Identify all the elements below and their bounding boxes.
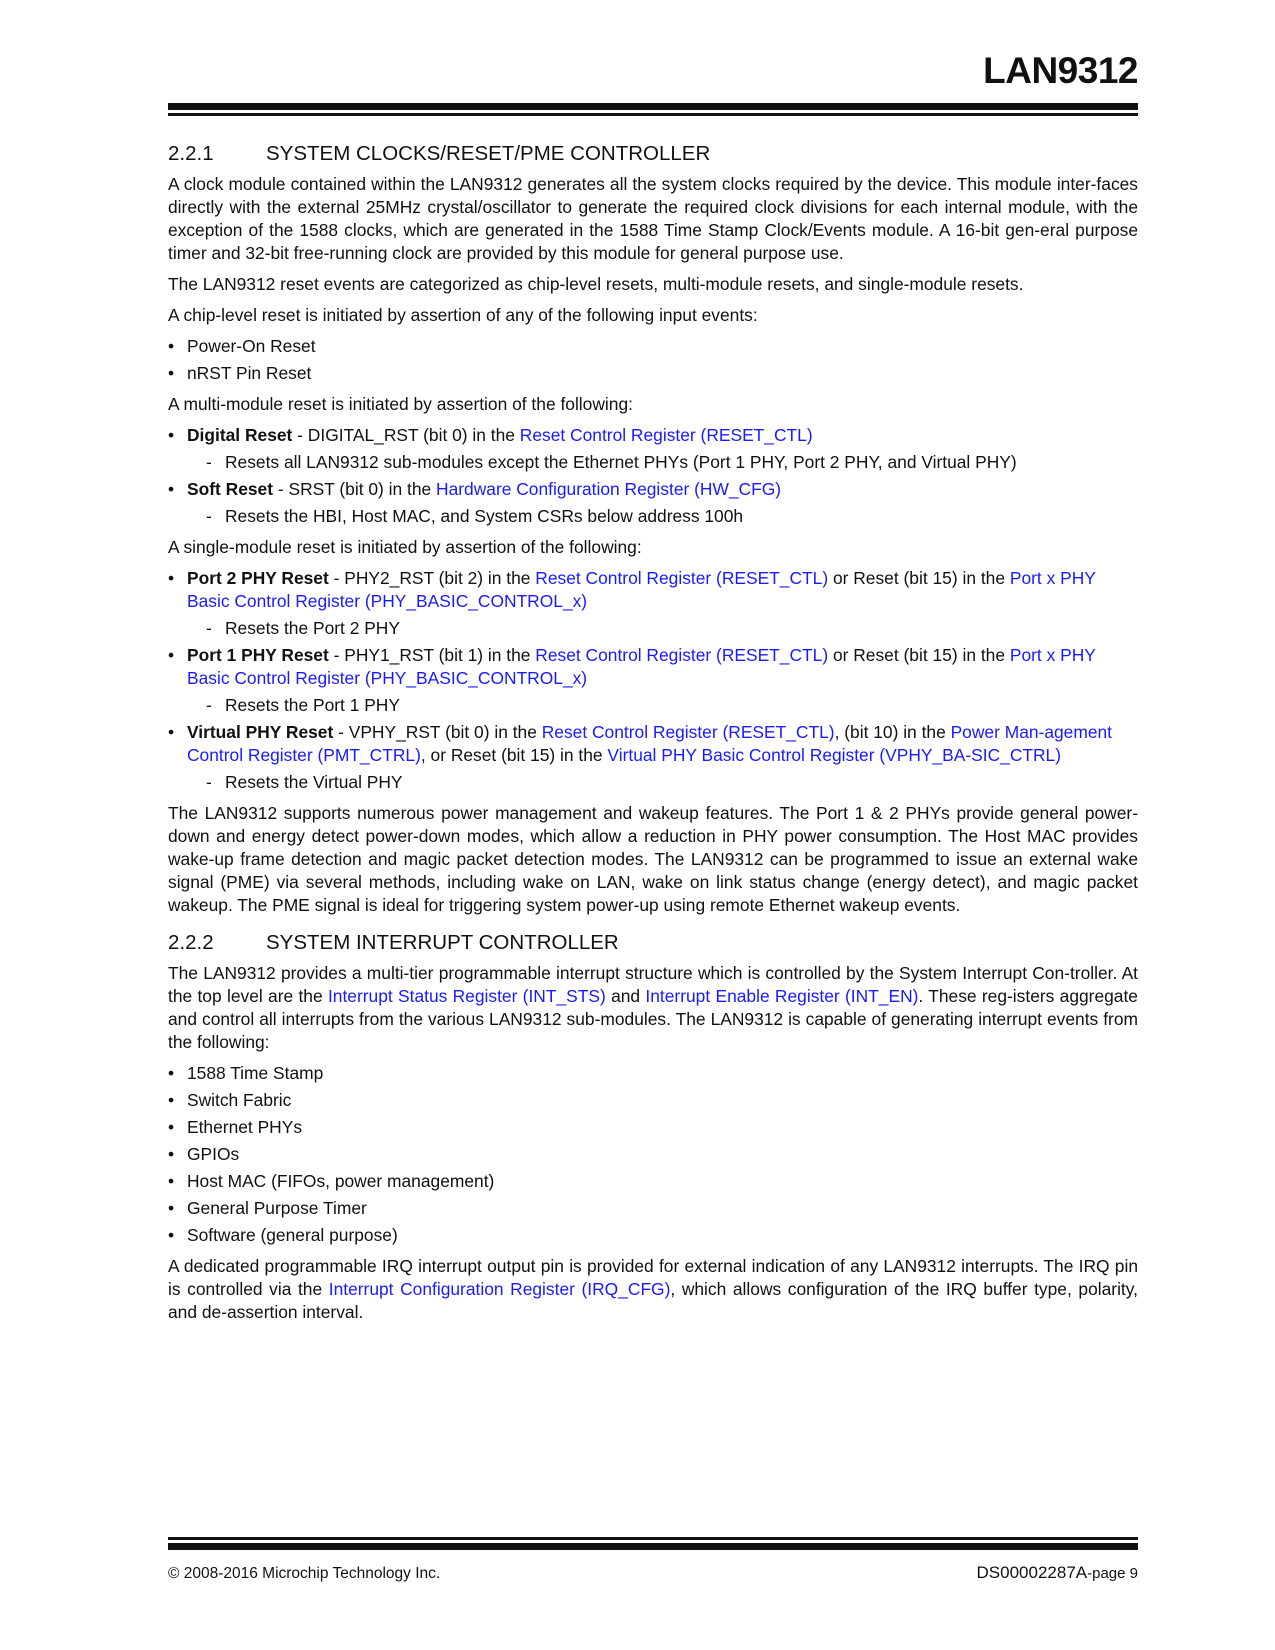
link-reset-ctl[interactable]: Reset Control Register (RESET_CTL) (541, 722, 835, 742)
page-content (168, 140, 1138, 1332)
link-phy-basic-control[interactable]: Port x PHY Basic Control Register (PHY_BASIC_CONTROL_x) (187, 645, 1096, 688)
list-item-soft-reset: • Soft Reset - SRST (bit 0) in the Hardware Configuration Register (HW_CFG) - Resets the HBI, Host MAC, and System CSRs below address 100h (168, 478, 1138, 528)
bullet-icon: • (168, 363, 175, 383)
paragraph: A dedicated programmable IRQ interrupt output pin is provided for external indication of any LAN9312 interrupts. The IRQ pin is controlled via the Interrupt Configuration Register (IRQ_CFG), which allows configuration of the IRQ buffer type, polarity, and de-assertion interval. (168, 1256, 1138, 1322)
single-module-reset-list (168, 567, 1138, 794)
list-item-digital-reset: • Digital Reset - DIGITAL_RST (bit 0) in the Reset Control Register (RESET_CTL) - Resets all LAN9312 sub-modules except the Ethernet PHYs (Port 1 PHY, Port 2 PHY, and Virtual PHY) (168, 424, 1138, 474)
section-heading-2-2-2 (168, 931, 1138, 954)
dash-icon: - (206, 452, 212, 472)
bullet-icon: • (168, 479, 175, 499)
bullet-icon: • (168, 1117, 175, 1137)
dash-icon: - (206, 506, 212, 526)
sub-item: - Resets the Port 2 PHY (206, 618, 400, 638)
bullet-icon: • (168, 336, 175, 356)
dash-icon: - (206, 618, 212, 638)
copyright: © 2008-2016 Microchip Technology Inc. (168, 1565, 441, 1582)
link-reset-ctl[interactable]: Reset Control Register (RESET_CTL) (535, 568, 829, 588)
header-rule-thin (168, 113, 1138, 116)
list-item: • General Purpose Timer (168, 1198, 367, 1218)
sub-item: - Resets all LAN9312 sub-modules except the Ethernet PHYs (Port 1 PHY, Port 2 PHY, and Virtual PHY) (206, 452, 1017, 472)
link-int-en[interactable]: Interrupt Enable Register (INT_EN) (645, 986, 919, 1006)
paragraph: A chip-level reset is initiated by assertion of any of the following input events: (168, 305, 758, 325)
sub-item: - Resets the Virtual PHY (206, 772, 403, 792)
interrupt-source-list (168, 1062, 1138, 1247)
bullet-icon: • (168, 425, 175, 445)
paragraph: A multi-module reset is initiated by assertion of the following: (168, 394, 633, 414)
bullet-icon: • (168, 1144, 175, 1164)
paragraph: A single-module reset is initiated by assertion of the following: (168, 537, 642, 557)
link-reset-ctl[interactable]: Reset Control Register (RESET_CTL) (519, 425, 813, 445)
list-item: • 1588 Time Stamp (168, 1063, 324, 1083)
dash-icon: - (206, 772, 212, 792)
link-int-sts[interactable]: Interrupt Status Register (INT_STS) (327, 986, 606, 1006)
document-title: LAN9312 (983, 50, 1138, 91)
list-item: • GPIOs (168, 1144, 240, 1164)
list-item: • nRST Pin Reset (168, 363, 312, 383)
list-item: • Ethernet PHYs (168, 1117, 303, 1137)
sub-item: - Resets the Port 1 PHY (206, 695, 400, 715)
section-heading-2-2-1 (168, 142, 1138, 165)
header-rule-thick (168, 103, 1138, 110)
link-phy-basic-control[interactable]: Port x PHY Basic Control Register (PHY_BASIC_CONTROL_x) (187, 568, 1096, 611)
list-item: • Host MAC (FIFOs, power management) (168, 1171, 495, 1191)
section-number: 2.2.2 (168, 931, 214, 954)
section-title: SYSTEM CLOCKS/RESET/PME CONTROLLER (266, 142, 711, 165)
bullet-icon: • (168, 1198, 175, 1218)
page-number (977, 1563, 1138, 1583)
list-item: • Software (general purpose) (168, 1225, 398, 1245)
chip-reset-list (168, 335, 1138, 385)
list-item-port2-reset: • Port 2 PHY Reset - PHY2_RST (bit 2) in the Reset Control Register (RESET_CTL) or Reset (bit 15) in the Port x PHY Basic Control Register (PHY_BASIC_CONTROL_x) - Resets the Port 2 PHY (168, 567, 1138, 640)
paragraph: A clock module contained within the LAN9312 generates all the system clocks required by the device. This module inter-faces directly with the external 25MHz crystal/oscillator to generate the required clock divisions for each internal module, with the exception of the 1588 clocks, which are generated in the 1588 Time Stamp Clock/Events module. A 16-bit gen-eral purpose timer and 32-bit free-running clock are provided by this module for general purpose use. (168, 174, 1138, 263)
footer-rule-thin (168, 1537, 1138, 1540)
bullet-icon: • (168, 1063, 175, 1083)
link-vphy-basic-ctrl[interactable]: Virtual PHY Basic Control Register (VPHY_BA-SIC_CTRL) (607, 745, 1062, 765)
page-label: -page 9 (1087, 1565, 1138, 1582)
bullet-icon: • (168, 568, 175, 588)
paragraph: The LAN9312 supports numerous power management and wakeup features. The Port 1 & 2 PHYs provide general power-down and energy detect power-down modes, which allow a reduction in PHY power consumption. The Host MAC provides wake-up frame detection and magic packet detection modes. The LAN9312 can be programmed to issue an external wake signal (PME) via several methods, including wake on LAN, wake on link status change (energy detect), and magic packet wakeup. The PME signal is ideal for triggering system power-up using remote Ethernet wakeup events. (168, 803, 1138, 915)
link-hw-cfg[interactable]: Hardware Configuration Register (HW_CFG) (436, 479, 782, 499)
bullet-icon: • (168, 1090, 175, 1110)
bullet-icon: • (168, 1225, 175, 1245)
link-reset-ctl[interactable]: Reset Control Register (RESET_CTL) (535, 645, 829, 665)
bullet-icon: • (168, 645, 175, 665)
paragraph: The LAN9312 provides a multi-tier programmable interrupt structure which is controlled by the System Interrupt Con-troller. At the top level are the Interrupt Status Register (INT_STS) and Interrupt Enable Register (INT_EN). These reg-isters aggregate and control all interrupts from the various LAN9312 sub-modules. The LAN9312 is capable of generating interrupt events from the following: (168, 963, 1138, 1052)
section-title: SYSTEM INTERRUPT CONTROLLER (266, 931, 619, 954)
bullet-icon: • (168, 1171, 175, 1191)
link-irq-cfg[interactable]: Interrupt Configuration Register (IRQ_CFG) (328, 1279, 671, 1299)
list-item: • Power-On Reset (168, 336, 316, 356)
dash-icon: - (206, 695, 212, 715)
multi-module-reset-list (168, 424, 1138, 528)
doc-number: DS00002287A (976, 1563, 1088, 1582)
footer-rule-thick (168, 1543, 1138, 1550)
link-pmt-ctrl[interactable]: Power Man-agement Control Register (PMT_CTRL) (187, 722, 1113, 765)
bullet-icon: • (168, 722, 175, 742)
list-item-vphy-reset: • Virtual PHY Reset - VPHY_RST (bit 0) in the Reset Control Register (RESET_CTL), (bit 10) in the Power Man-agement Control Register (PMT_CTRL), or Reset (bit 15) in the Virtual PHY Basic Control Register (VPHY_BA-SIC_CTRL) - Resets the Virtual PHY (168, 721, 1138, 794)
list-item: • Switch Fabric (168, 1090, 292, 1110)
section-number: 2.2.1 (168, 142, 214, 165)
sub-item: - Resets the HBI, Host MAC, and System CSRs below address 100h (206, 506, 744, 526)
paragraph: The LAN9312 reset events are categorized as chip-level resets, multi-module resets, and single-module resets. (168, 274, 1024, 294)
list-item-port1-reset: • Port 1 PHY Reset - PHY1_RST (bit 1) in the Reset Control Register (RESET_CTL) or Reset (bit 15) in the Port x PHY Basic Control Register (PHY_BASIC_CONTROL_x) - Resets the Port 1 PHY (168, 644, 1138, 717)
